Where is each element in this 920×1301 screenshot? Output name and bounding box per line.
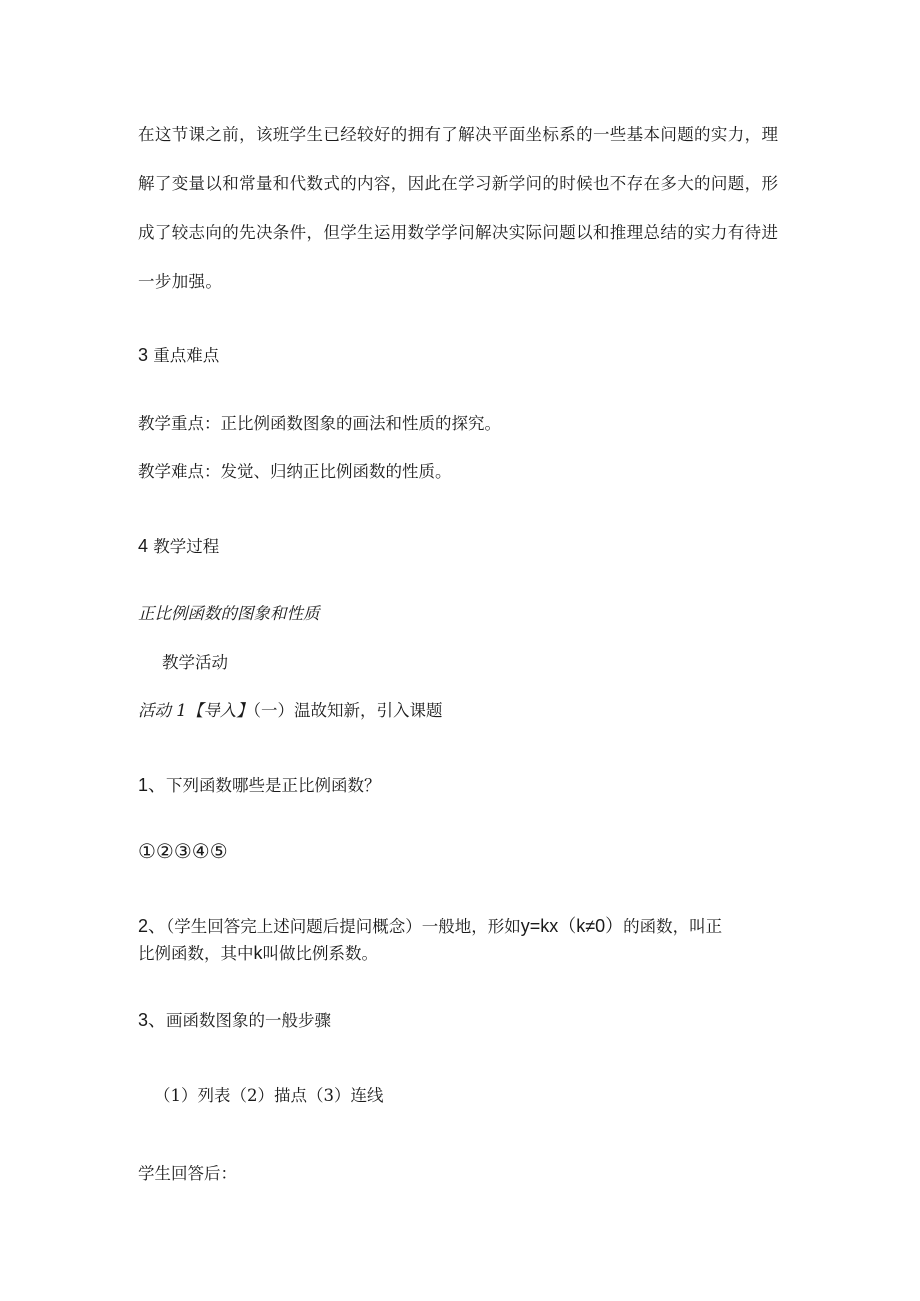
key-point: 教学重点：正比例函数图象的画法和性质的探究。 xyxy=(138,414,501,433)
item-2-line2-a: 比例函数，其中 xyxy=(138,944,254,963)
intro-line-3: 成了较志向的先决条件，但学生运用数学学问解决实际问题以和推理总结的实力有待进 xyxy=(138,223,779,242)
lesson-subtitle: 正比例函数的图象和性质 xyxy=(138,604,320,623)
activity-heading: 教学活动 xyxy=(162,653,228,672)
answer-after: 学生回答后： xyxy=(138,1164,237,1183)
item-2-text-b: 的函数，叫正 xyxy=(623,917,723,936)
item-2-text-a: （学生回答完上述问题后提问概念）一般地，形如 xyxy=(166,917,521,936)
item-2-number: 2、 xyxy=(138,916,167,936)
intro-line-4: 一步加强。 xyxy=(138,272,223,291)
section-4-title: 教学过程 xyxy=(153,537,220,556)
drawing-steps: （1）列表（2）描点（3）连线 xyxy=(154,1086,384,1105)
section-4-heading xyxy=(138,535,219,558)
item-3-text: 画函数图象的一般步骤 xyxy=(166,1011,332,1030)
activity-label: 活动 1 xyxy=(138,701,187,720)
item-1-text: 下列函数哪些是正比例函数？ xyxy=(166,776,381,795)
item-1-number: 1、 xyxy=(138,775,167,795)
section-3-number: 3 xyxy=(138,345,149,365)
item-2-condition: （k≠0） xyxy=(558,916,624,936)
section-3-heading xyxy=(138,344,219,367)
item-2-formula: y=kx xyxy=(520,916,559,936)
item-3-number: 3、 xyxy=(138,1010,167,1030)
activity-1-line xyxy=(138,700,443,722)
item-1 xyxy=(138,774,381,797)
item-2-line-1 xyxy=(138,915,722,938)
activity-intro: 导入 xyxy=(203,701,237,720)
activity-bracket-open: 【 xyxy=(186,701,204,720)
intro-line-2: 解了变量以和常量和代数式的内容，因此在学习新学问的时候也不存在多大的问题，形 xyxy=(138,174,779,193)
section-4-number: 4 xyxy=(138,536,149,556)
item-3 xyxy=(138,1009,331,1032)
item-2-line-2 xyxy=(138,942,378,965)
intro-line-1: 在这节课之前，该班学生已经较好的拥有了解决平面坐标系的一些基本问题的实力，理 xyxy=(138,125,779,144)
item-2-k: k xyxy=(253,943,263,963)
item-1-options: ①②③④⑤ xyxy=(138,839,228,863)
activity-title: （一）温故知新，引入课题 xyxy=(252,701,443,720)
activity-bracket-close: 】 xyxy=(236,701,253,720)
item-2-line2-b: 叫做比例系数。 xyxy=(262,944,378,963)
difficulty-point: 教学难点：发觉、归纳正比例函数的性质。 xyxy=(138,462,452,481)
section-3-title: 重点难点 xyxy=(153,346,220,365)
